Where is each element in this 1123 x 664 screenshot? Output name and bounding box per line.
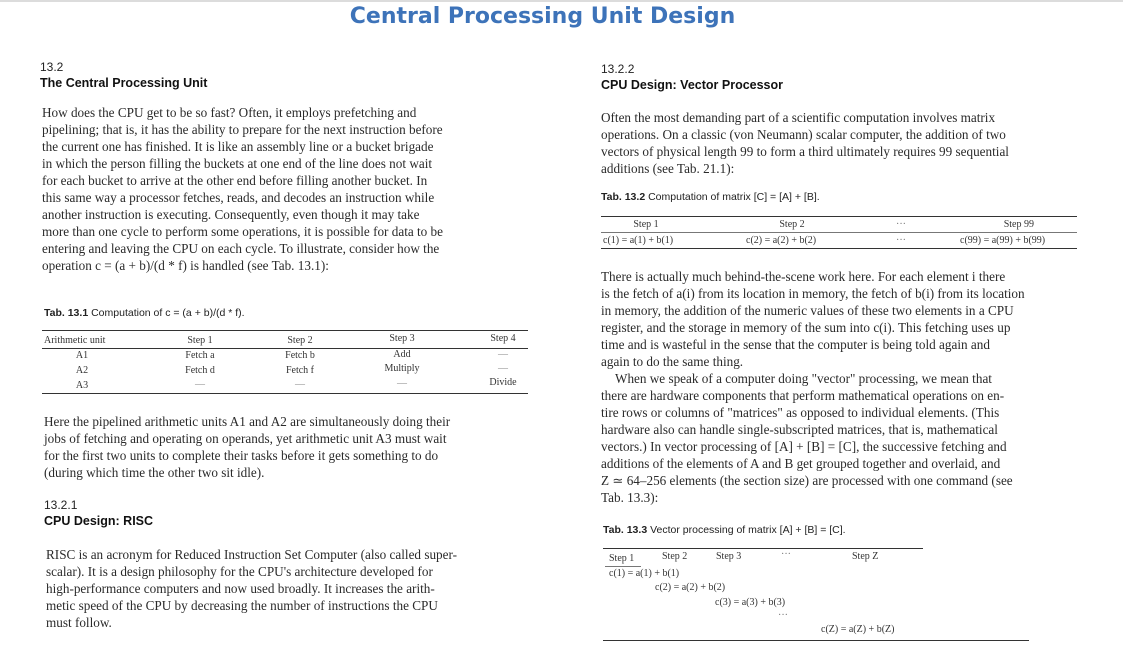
table-cell: — xyxy=(498,363,508,374)
table-header-cell: Step 2 xyxy=(779,219,805,230)
table-cell: c(3) = a(3) + b(3) xyxy=(715,597,786,608)
table-caption xyxy=(601,191,820,203)
text-line: Tab. 13.3): xyxy=(601,490,659,505)
text-line: this same way a processor fetches, reads, and decodes an instruction while xyxy=(42,190,435,205)
table-cell: c(2) = a(2) + b(2) xyxy=(746,235,817,246)
table-rule-top xyxy=(601,216,1077,217)
table-rule-bottom xyxy=(42,393,528,394)
text-line: Z ≃ 64–256 elements (the section size) are processed with one command (see xyxy=(601,473,1013,488)
text-line: there are hardware components that perform mathematical operations on en- xyxy=(601,388,1005,403)
table-cell: ··· xyxy=(778,610,788,621)
table-header-cell: Step 99 xyxy=(1003,219,1034,230)
table-rule-mid xyxy=(605,566,641,567)
table-header-cell: Step 1 xyxy=(609,553,635,564)
table-cell: c(1) = a(1) + b(1) xyxy=(609,568,680,579)
table-cell: c(2) = a(2) + b(2) xyxy=(655,582,726,593)
text-line: scalar). It is a design philosophy for the CPU's architecture developed for xyxy=(46,564,433,579)
table-rule-mid xyxy=(601,232,1077,233)
text-line: in memory, the addition of the numeric values of these two elements in a CPU xyxy=(601,303,1014,318)
table-header-cell: Step 3 xyxy=(389,333,415,344)
table-cell: — xyxy=(397,378,407,389)
table-header-cell: Step Z xyxy=(852,551,879,562)
text-line: high-performance computers and now used broadly. It increases the arith- xyxy=(46,581,435,596)
table-header-cell: Arithmetic unit xyxy=(44,335,106,346)
paragraph-behind-the-scene xyxy=(601,268,1077,506)
table-label: Tab. 13.1 xyxy=(44,307,89,319)
table-cell: — xyxy=(498,349,508,360)
text-line: operation c = (a + b)/(d * f) is handled (see Tab. 13.1): xyxy=(42,258,329,273)
text-line: entering and leaving the CPU on each cycle. To illustrate, consider how the xyxy=(42,241,440,256)
table-caption xyxy=(603,524,846,536)
text-line: hardware also can handle single-subscripted matrices, that is, mathematical xyxy=(601,422,998,437)
table-cell: Fetch f xyxy=(285,365,315,376)
table-header-cell: ··· xyxy=(781,549,791,560)
table-cell: Fetch d xyxy=(185,365,215,376)
text-line: RISC is an acronym for Reduced Instruction Set Computer (also called super- xyxy=(46,547,458,562)
table-cell: A2 xyxy=(75,365,89,376)
table-header-cell: Step 2 xyxy=(287,335,313,346)
paragraph-vector-intro xyxy=(601,109,1077,177)
text-line: operations. On a classic (von Neumann) scalar computer, the addition of two xyxy=(601,127,1006,142)
table-rule-top xyxy=(603,548,923,549)
table-cell: A1 xyxy=(75,350,89,361)
text-line: in which the person filling the buckets at one end of the line does not wait xyxy=(42,156,433,171)
paragraph-pipelined xyxy=(44,413,530,481)
table-caption-text: Vector processing of matrix [A] + [B] = [C]. xyxy=(650,524,846,536)
table-cell: Add xyxy=(393,349,411,360)
text-line: vectors of physical length 99 to form a third ultimately requires 99 sequential xyxy=(601,144,1009,159)
table-header-cell: Step 2 xyxy=(662,551,688,562)
table-cell: Fetch b xyxy=(285,350,315,361)
section-title: CPU Design: Vector Processor xyxy=(601,78,784,92)
text-line: for the first two units to complete their tasks before it gets something to do xyxy=(44,448,439,463)
text-line: (during which time the other two sit idle). xyxy=(44,465,265,480)
table-header-cell: Step 3 xyxy=(716,551,742,562)
table-header-cell: ··· xyxy=(896,219,906,230)
text-line: tire rows or columns of "matrices" as opposed to individual elements. (This xyxy=(601,405,1000,420)
text-line: pipelining; that is, it has the ability to prepare for the next instruction before xyxy=(42,122,443,137)
table-caption-text: Computation of c = (a + b)/(d * f). xyxy=(91,307,245,319)
paragraph-prefetching xyxy=(42,104,528,274)
text-line: the current one has finished. It is like an assembly line or a bucket brigade xyxy=(42,139,434,154)
table-rule-mid xyxy=(42,348,528,349)
table-label: Tab. 13.3 xyxy=(603,524,648,536)
text-line: another instruction is executing. Consequently, even though it may take xyxy=(42,207,420,222)
section-number: 13.2.1 xyxy=(44,498,78,512)
text-line: Often the most demanding part of a scientific computation involves matrix xyxy=(601,110,996,125)
table-cell: c(Z) = a(Z) + b(Z) xyxy=(821,624,895,635)
section-number: 13.2 xyxy=(40,60,64,74)
text-line: When we speak of a computer doing "vector" processing, we mean that xyxy=(615,371,992,386)
table-cell: Divide xyxy=(489,377,517,388)
table-cell: Multiply xyxy=(384,363,420,374)
section-title: The Central Processing Unit xyxy=(40,76,208,90)
text-line: for each bucket to arrive at the other end before filling another bucket. In xyxy=(42,173,428,188)
text-line: must follow. xyxy=(46,615,112,630)
table-label: Tab. 13.2 xyxy=(601,191,646,203)
text-line: Here the pipelined arithmetic units A1 and A2 are simultaneously doing their xyxy=(44,414,451,429)
table-header-cell: Step 1 xyxy=(633,219,659,230)
table-cell: — xyxy=(195,379,205,390)
text-line: How does the CPU get to be so fast? Often, it employs prefetching and xyxy=(42,105,417,120)
table-caption-text: Computation of matrix [C] = [A] + [B]. xyxy=(648,191,820,203)
table-cell: ··· xyxy=(896,235,906,246)
table-header-cell: Step 4 xyxy=(490,333,516,344)
table-rule-bottom xyxy=(601,248,1077,249)
table-cell: c(1) = a(1) + b(1) xyxy=(603,235,674,246)
section-number: 13.2.2 xyxy=(601,62,635,76)
table-caption xyxy=(44,307,245,319)
table-cell: c(99) = a(99) + b(99) xyxy=(960,235,1046,246)
text-line: time and is wasteful in the sense that the computer is being told again and xyxy=(601,337,990,352)
text-line: jobs of fetching and operating on operands, yet arithmetic unit A3 must wait xyxy=(44,431,447,446)
text-line: more than one cycle to perform some operations, it is possible for data to be xyxy=(42,224,444,239)
text-line: register, and the storage in memory of the sum into c(i). This fetching uses up xyxy=(601,320,1011,335)
table-cell: — xyxy=(295,379,305,390)
page-title: Central Processing Unit Design xyxy=(349,4,736,29)
section-title: CPU Design: RISC xyxy=(44,514,154,528)
paragraph-risc xyxy=(46,546,526,631)
text-line: again to do the same thing. xyxy=(601,354,744,369)
table-header-cell: Step 1 xyxy=(187,335,213,346)
text-line: additions of the elements of A and B get grouped together and overlaid, and xyxy=(601,456,1001,471)
table-rule-bottom xyxy=(603,640,1029,641)
table-cell: A3 xyxy=(75,380,89,391)
table-rule-top xyxy=(42,330,528,331)
top-divider xyxy=(0,0,1123,2)
text-line: is the fetch of a(i) from its location in memory, the fetch of b(i) from its location xyxy=(601,286,1025,301)
table-cell: Fetch a xyxy=(185,350,215,361)
text-line: There is actually much behind-the-scene work here. For each element i there xyxy=(601,269,1006,284)
text-line: vectors.) In vector processing of [A] + [B] = [C], the successive fetching and xyxy=(601,439,1007,454)
text-line: additions (see Tab. 21.1): xyxy=(601,161,735,176)
text-line: metic speed of the CPU by decreasing the number of instructions the CPU xyxy=(46,598,438,613)
